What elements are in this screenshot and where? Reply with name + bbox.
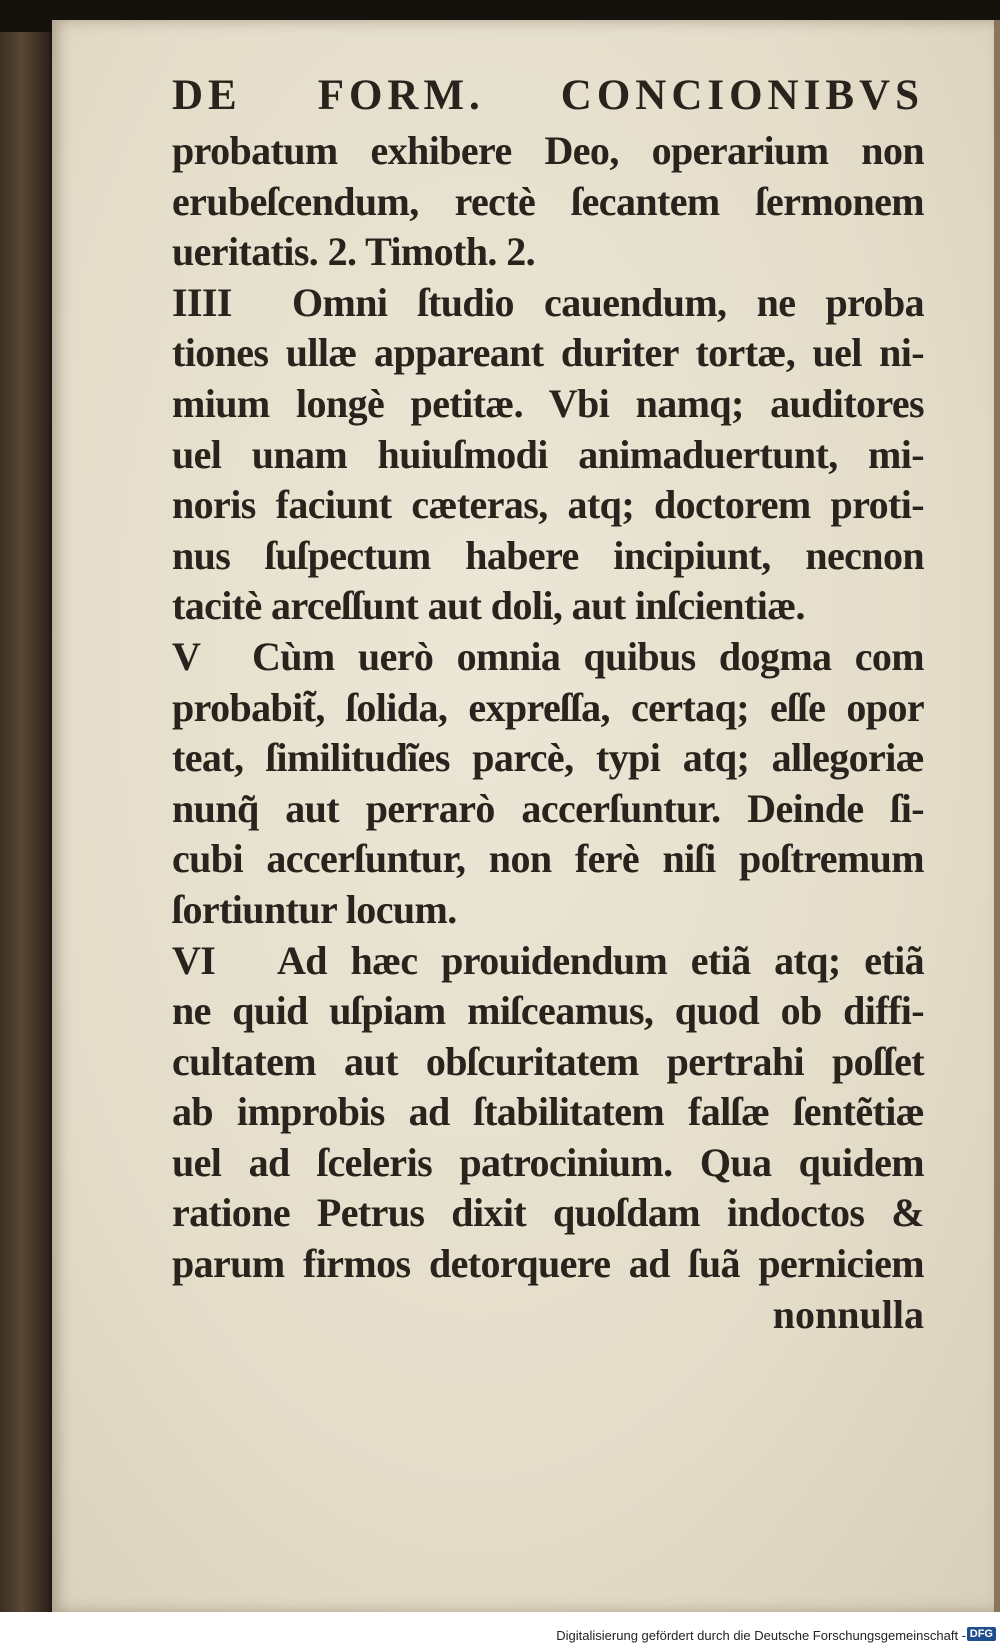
section-number: V: [172, 633, 201, 679]
text-line: teat, ſimilitudĩes parcè, typi atq; allegoriæ: [172, 735, 924, 781]
section-number: VI: [172, 937, 216, 983]
text-line: probatum exhibere Deo, operarium non: [172, 128, 924, 173]
text-line: ratione Petrus dixit quoſdam indoctos &: [172, 1190, 924, 1236]
text-line: cubi accerſuntur, non ferè niſi poſtremum: [172, 836, 924, 882]
text-line: [172, 936, 924, 987]
page-edge: [994, 20, 1000, 1612]
text-line: ueritatis. 2. Timoth. 2.: [172, 229, 536, 275]
text-line: mium longè petitæ. Vbi namq; auditores: [172, 380, 924, 426]
text-line: uel ad ſceleris patrocinium. Qua quidem: [172, 1139, 924, 1185]
text-block: [172, 66, 928, 1340]
text-line: uel unam huiuſmodi animaduertunt, mi-: [172, 431, 924, 477]
running-head: DE FORM. CONCIONIBVS: [172, 72, 924, 119]
text-line: ſortiuntur locum.: [172, 886, 457, 932]
text-line-content: Ad hæc prouidendum etiã atq; etiã: [277, 937, 924, 983]
text-line: probabit̃, ſolida, expreſſa, certaq; eſſe opor: [172, 684, 924, 730]
text-line: parum firmos detorquere ad ſuã perniciem: [172, 1241, 924, 1287]
text-line-content: Cùm uerò omnia quibus dogma com: [252, 633, 924, 679]
text-line-content: Omni ſtudio cauendum, ne proba: [292, 279, 924, 325]
text-line: tacitè arceſſunt aut doli, aut inſcientiæ.: [172, 583, 805, 629]
text-line: cultatem aut obſcuritatem pertrahi poſſet: [172, 1038, 924, 1084]
section-number: IIII: [172, 279, 232, 325]
text-line: [172, 632, 924, 683]
text-line: erubeſcendum, rectè ſecantem ſermonem: [172, 178, 924, 224]
text-line: ne quid uſpiam miſceamus, quod ob diffi-: [172, 988, 924, 1034]
text-line: nus ſuſpectum habere incipiunt, necnon: [172, 532, 924, 578]
text-line: ab improbis ad ſtabilitatem falſæ ſentẽtiæ: [172, 1089, 924, 1135]
catchword: nonnulla: [772, 1291, 924, 1337]
text-line: noris faciunt cæteras, atq; doctorem proti-: [172, 482, 924, 528]
digitization-credit: Digitalisierung gefördert durch die Deutsche Forschungsgemeinschaft -: [556, 1628, 966, 1643]
dfg-logo: DFG: [967, 1627, 996, 1641]
text-line: [172, 278, 924, 329]
text-line: tiones ullæ appareant duriter tortæ, uel ni-: [172, 330, 924, 376]
text-line: nunq̃ aut perrarò accerſuntur. Deinde ſi-: [172, 785, 924, 831]
